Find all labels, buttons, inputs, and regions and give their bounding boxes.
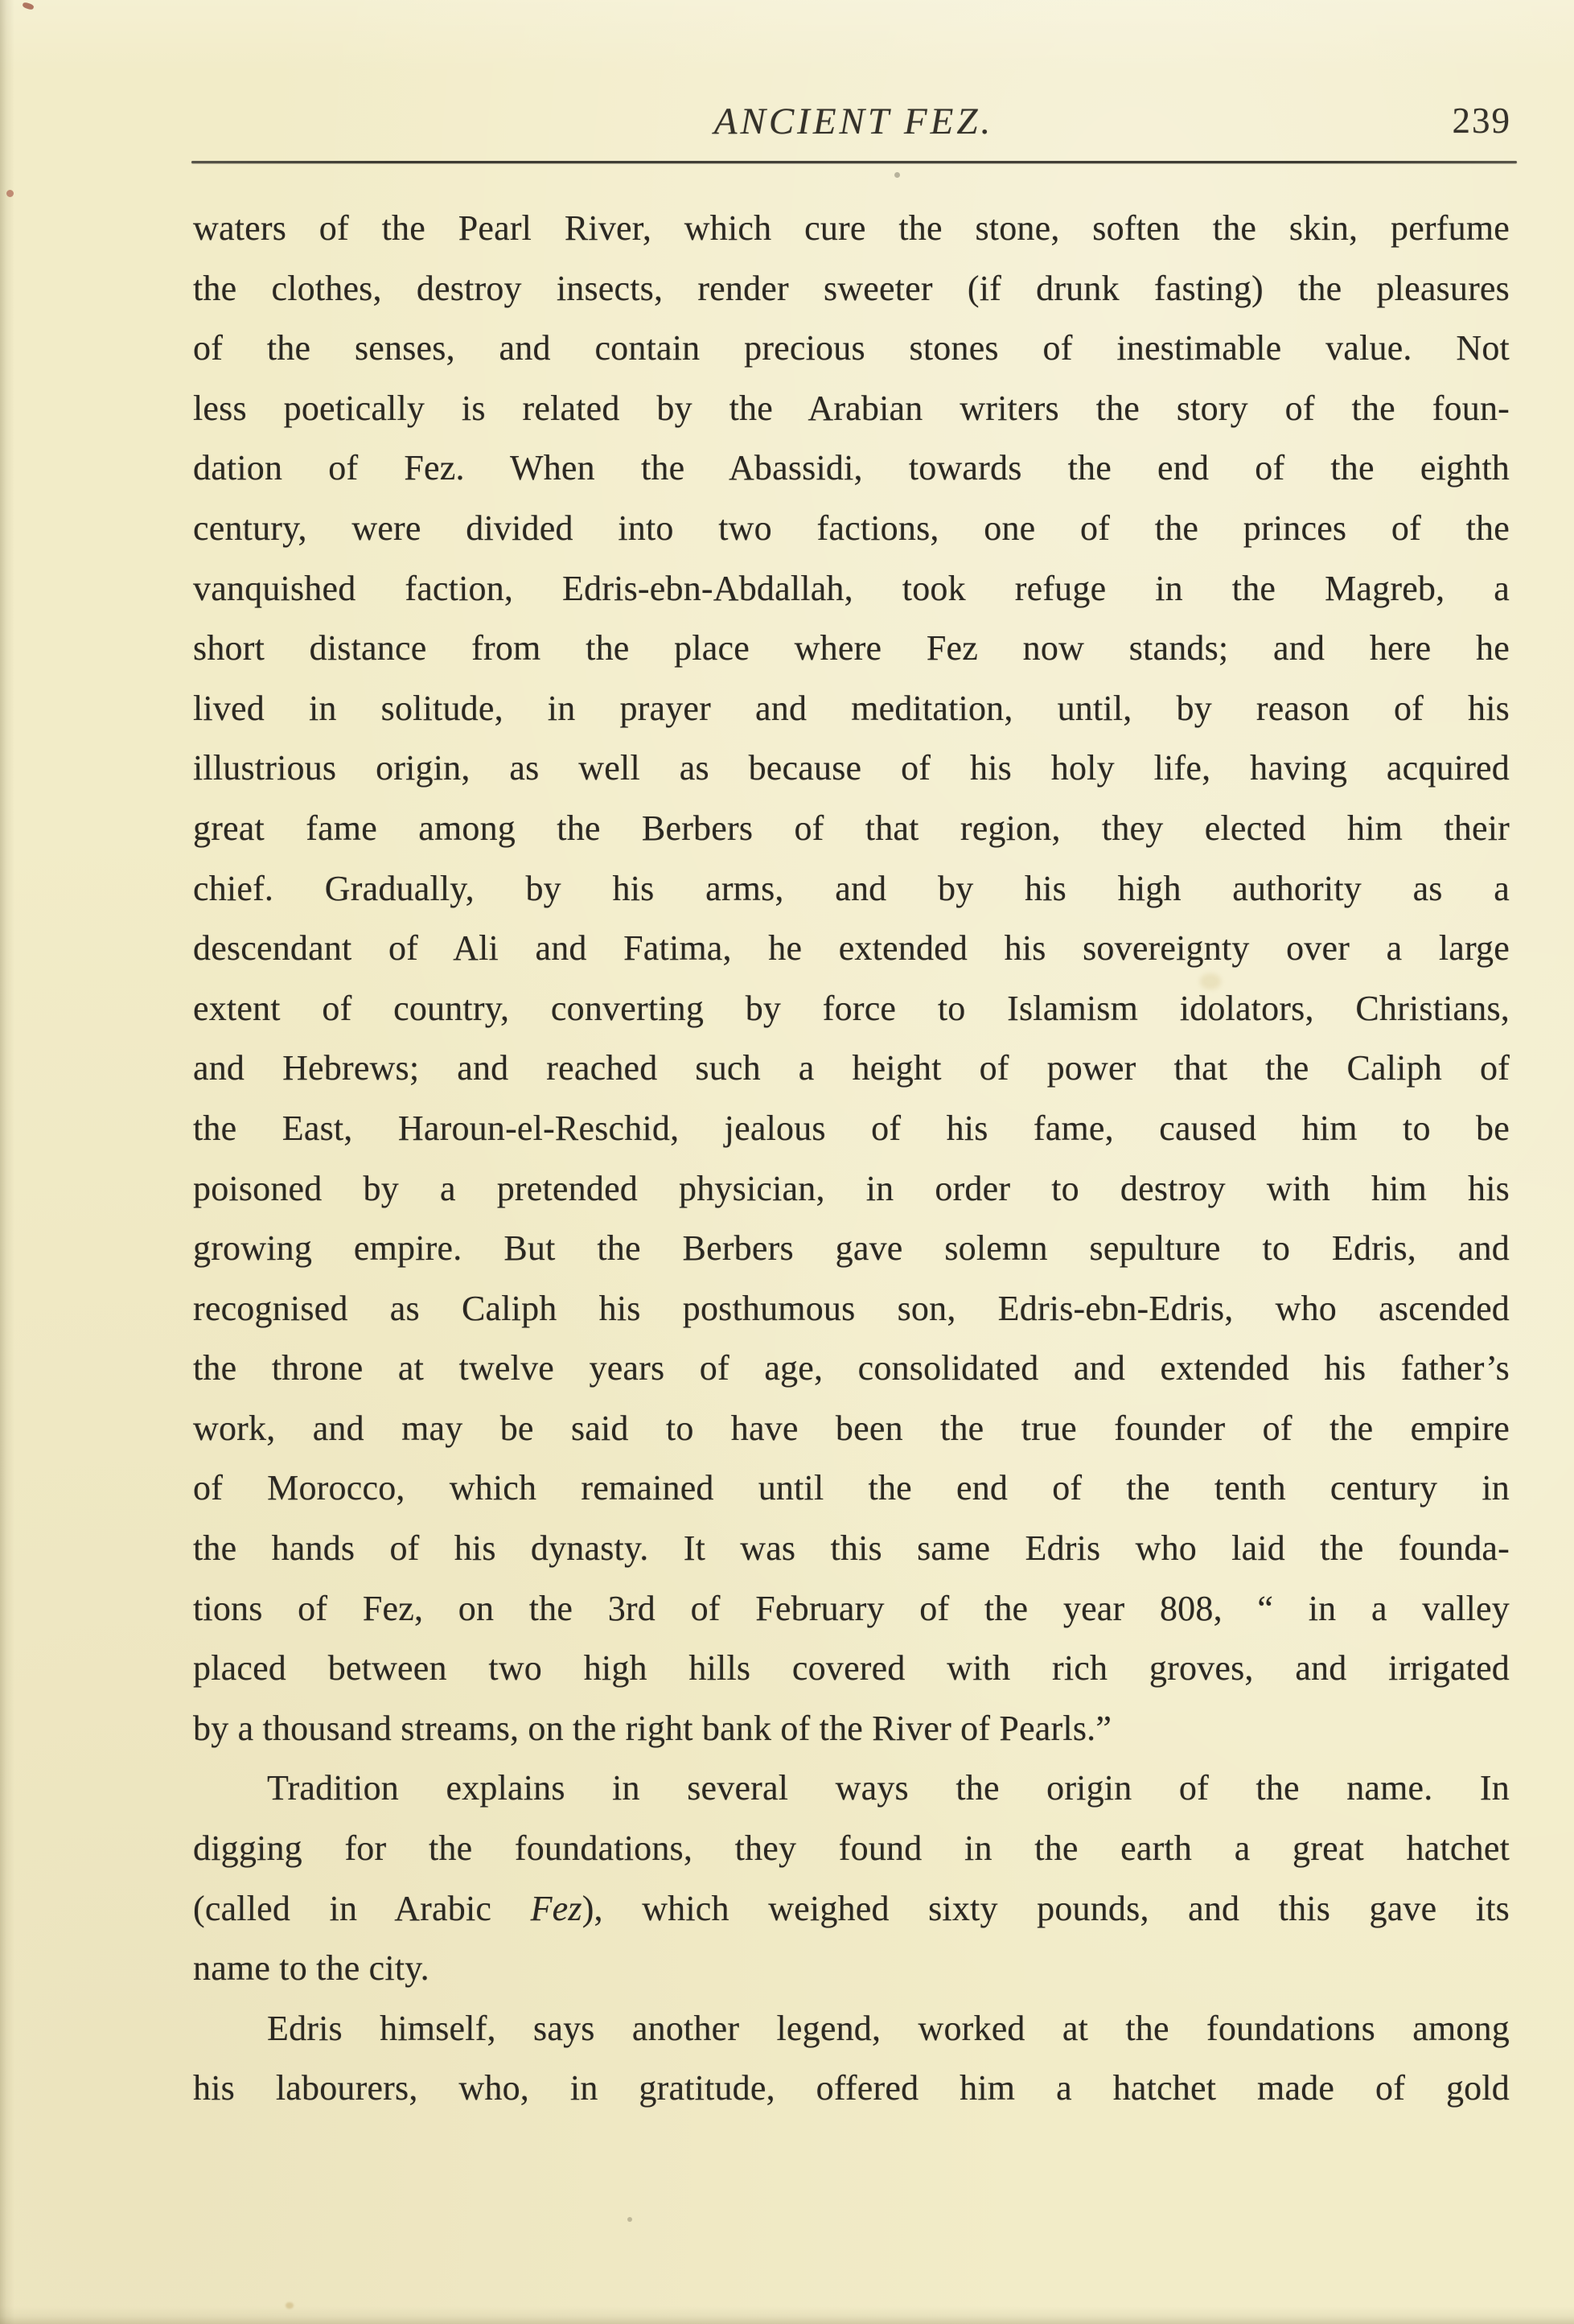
text-line: the clothes, destroy insects, render sweeter (if drunk fasting) the pleasures [193, 268, 1510, 308]
text-line: digging for the foundations, they found in the earth a great hatchet [193, 1828, 1510, 1869]
text-line: less poetically is related by the Arabian writers the story of the foun- [193, 388, 1510, 428]
text-line: (called in Arabic Fez), which weighed sixty pounds, and this gave its [193, 1888, 1510, 1928]
text-line: recognised as Caliph his posthumous son, Edris-ebn-Edris, who ascended [193, 1288, 1510, 1328]
text-line: his labourers, who, in gratitude, offered him a hatchet made of gold [193, 2068, 1510, 2108]
running-title: ANCIENT FEZ. [713, 101, 994, 142]
text-line: growing empire. But the Berbers gave solemn sepulture to Edris, and [193, 1228, 1510, 1269]
red-ink-speck [22, 2, 34, 10]
text-line: dation of Fez. When the Abassidi, towards the end of the eighth [193, 448, 1510, 488]
paper-stain [286, 2302, 294, 2309]
red-ink-speck [6, 190, 14, 197]
text-line: Edris himself, says another legend, worked at the foundations among [267, 2008, 1510, 2048]
text-line: Tradition explains in several ways the origin of the name. In [267, 1768, 1510, 1808]
text-line: vanquished faction, Edris-ebn-Abdallah, took refuge in the Magreb, a [193, 568, 1510, 608]
text-line: chief. Gradually, by his arms, and by his high authority as a [193, 868, 1510, 908]
text-line: the hands of his dynasty. It was this same Edris who laid the founda- [193, 1528, 1510, 1569]
text-line: century, were divided into two factions, one of the princes of the [193, 508, 1510, 548]
text-line: poisoned by a pretended physician, in order to destroy with him his [193, 1168, 1510, 1208]
text-line: tions of Fez, on the 3rd of February of the year 808, “ in a valley [193, 1588, 1510, 1628]
text-line: the throne at twelve years of age, consolidated and extended his father’s [193, 1348, 1510, 1388]
text-line: descendant of Ali and Fatima, he extended his sovereignty over a large [193, 928, 1510, 969]
text-line: by a thousand streams, on the right bank of the River of Pearls.” [193, 1708, 1112, 1748]
body-text [193, 199, 1510, 2119]
paper-speck [627, 2217, 632, 2222]
text-line: placed between two high hills covered with rich groves, and irrigated [193, 1648, 1510, 1688]
header-rule [191, 161, 1517, 163]
text-line: of the senses, and contain precious stones of inestimable value. Not [193, 328, 1510, 368]
page-number: 239 [1452, 101, 1511, 141]
text-line: illustrious origin, as well as because of his holy life, having acquired [193, 748, 1510, 788]
text-line: of Morocco, which remained until the end of the tenth century in [193, 1468, 1510, 1508]
text-line: the East, Haroun-el-Reschid, jealous of his fame, caused him to be [193, 1108, 1510, 1148]
text-line: name to the city. [193, 1948, 429, 1989]
text-line: and Hebrews; and reached such a height of power that the Caliph of [193, 1048, 1510, 1088]
text-line: short distance from the place where Fez now stands; and here he [193, 628, 1510, 668]
text-line: great fame among the Berbers of that region, they elected him their [193, 808, 1510, 848]
text-line: work, and may be said to have been the true founder of the empire [193, 1408, 1510, 1448]
paper-speck [894, 172, 900, 178]
text-line: lived in solitude, in prayer and meditation, until, by reason of his [193, 688, 1510, 728]
text-line: extent of country, converting by force to Islamism idolators, Christians, [193, 988, 1510, 1028]
page-header [193, 100, 1514, 148]
text-line: waters of the Pearl River, which cure the stone, soften the skin, perfume [193, 208, 1510, 248]
